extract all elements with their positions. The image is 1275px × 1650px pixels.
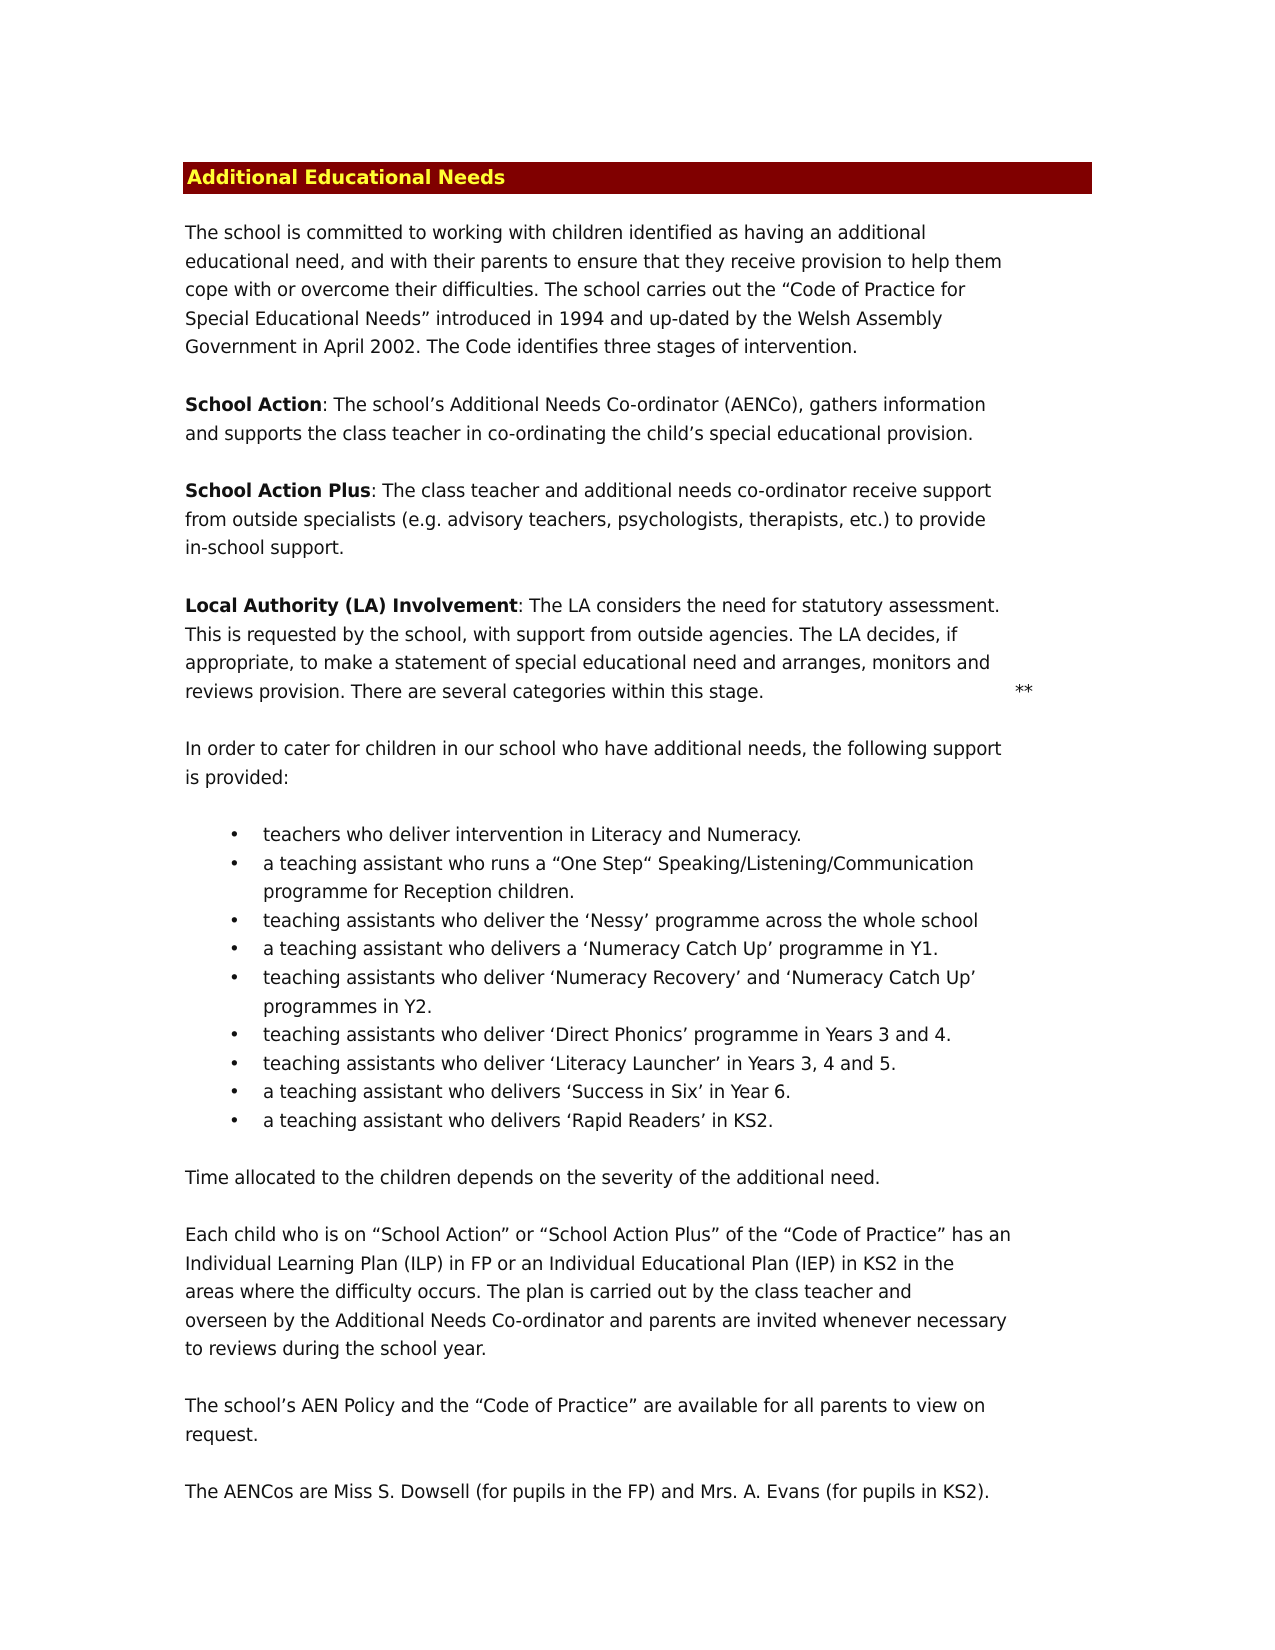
- list-item: [185, 822, 1085, 851]
- bullet-icon: •: [229, 1025, 240, 1047]
- list-item: [185, 1051, 1085, 1080]
- list-item-text: teaching assistants who deliver ‘Direct Phonics’ programme in Years 3 and 4.: [263, 1025, 952, 1047]
- section-title: Additional Educational Needs: [187, 166, 506, 189]
- list-item: [185, 1022, 1085, 1051]
- list-item: [185, 965, 1085, 1022]
- stage-label: School Action: [185, 395, 323, 416]
- bullet-icon: •: [229, 853, 240, 875]
- list-item: [185, 851, 1085, 908]
- list-item: [185, 1079, 1085, 1108]
- bullet-icon: •: [229, 1082, 240, 1104]
- list-item: [185, 936, 1085, 965]
- stage-label: School Action Plus: [185, 481, 371, 502]
- policy-paragraph: The school’s AEN Policy and the “Code of Practice” are available for all parents to view on request.: [185, 1396, 986, 1446]
- stage-school-action-plus: [185, 478, 1085, 564]
- bullet-icon: •: [229, 1110, 240, 1132]
- footnote-marker: **: [1015, 681, 1033, 703]
- stage-text: The class teacher and additional needs co-ordinator receive support from outside specialists (e.g. advisory teachers, psychologists, therapists, etc.) to provide in-school support.: [185, 481, 992, 560]
- list-item-text: teaching assistants who deliver ‘Numeracy Recovery’ and ‘Numeracy Catch Up’ programmes in Y2.: [263, 967, 976, 1018]
- stage-text: The LA considers the need for statutory assessment. This is requested by the school, with support from outside agencies. The LA decides, if appropriate, to make a statement of special educational need and arranges, monitors and reviews provision. There are several categories within this stage.: [185, 596, 1000, 703]
- stage-separator: :: [517, 596, 530, 617]
- stage-la-involvement: [185, 593, 1085, 707]
- stage-separator: :: [322, 395, 334, 416]
- stage-school-action: [185, 392, 1085, 449]
- list-item-text: teaching assistants who deliver the ‘Nessy’ programme across the whole school: [263, 910, 979, 932]
- stage-separator: :: [370, 481, 383, 502]
- stage-label: Local Authority (LA) Involvement: [185, 596, 518, 617]
- bullet-icon: •: [229, 910, 240, 932]
- support-intro-paragraph: In order to cater for children in our school who have additional needs, the following support is provided:: [185, 739, 1002, 789]
- bullet-icon: •: [229, 1053, 240, 1075]
- section-header-bar: [183, 162, 1092, 194]
- list-item-text: a teaching assistant who runs a “One Step“ Speaking/Listening/Communication programme for Reception children.: [263, 853, 974, 904]
- bullet-icon: •: [229, 825, 240, 846]
- list-item-text: a teaching assistant who delivers a ‘Numeracy Catch Up’ programme in Y1.: [263, 939, 939, 961]
- list-item: [185, 908, 1085, 937]
- support-list: [185, 822, 1085, 1137]
- bullet-icon: •: [229, 939, 240, 961]
- list-item-text: teaching assistants who deliver ‘Literacy Launcher’ in Years 3, 4 and 5.: [263, 1053, 897, 1075]
- intro-paragraph: The school is committed to working with children identified as having an additional educational need, and with their parents to ensure that they receive provision to help them cope with or overcome their difficulties. The school carries out the “Code of Practice for Special Educational Needs” introduced in 1994 and up-dated by the Welsh Assembly Government in April 2002. The Code identifies three stages of intervention.: [185, 223, 1002, 359]
- bullet-icon: •: [229, 967, 240, 989]
- aencos-paragraph: The AENCos are Miss S. Dowsell (for pupils in the FP) and Mrs. A. Evans (for pupils in KS2).: [185, 1482, 990, 1503]
- time-allocated-paragraph: Time allocated to the children depends on the severity of the additional need.: [185, 1168, 881, 1189]
- list-item-text: a teaching assistant who delivers ‘Rapid Readers’ in KS2.: [263, 1110, 774, 1132]
- stage-text: The school’s Additional Needs Co-ordinator (AENCo), gathers information and supports the class teacher in co-ordinating the child’s special educational provision.: [185, 395, 986, 445]
- list-item-text: a teaching assistant who delivers ‘Success in Six’ in Year 6.: [263, 1082, 791, 1104]
- list-item: [185, 1108, 1085, 1137]
- plans-paragraph: Each child who is on “School Action” or “School Action Plus” of the “Code of Practice” has an Individual Learning Plan (ILP) in FP or an Individual Educational Plan (IEP) in KS2 in the areas where the difficulty occurs. The plan is carried out by the class teacher and overseen by the Additional Needs Co-ordinator and parents are invited whenever necessary to reviews during the school year.: [185, 1225, 1011, 1361]
- list-item-text: teachers who deliver intervention in Literacy and Numeracy.: [263, 825, 802, 846]
